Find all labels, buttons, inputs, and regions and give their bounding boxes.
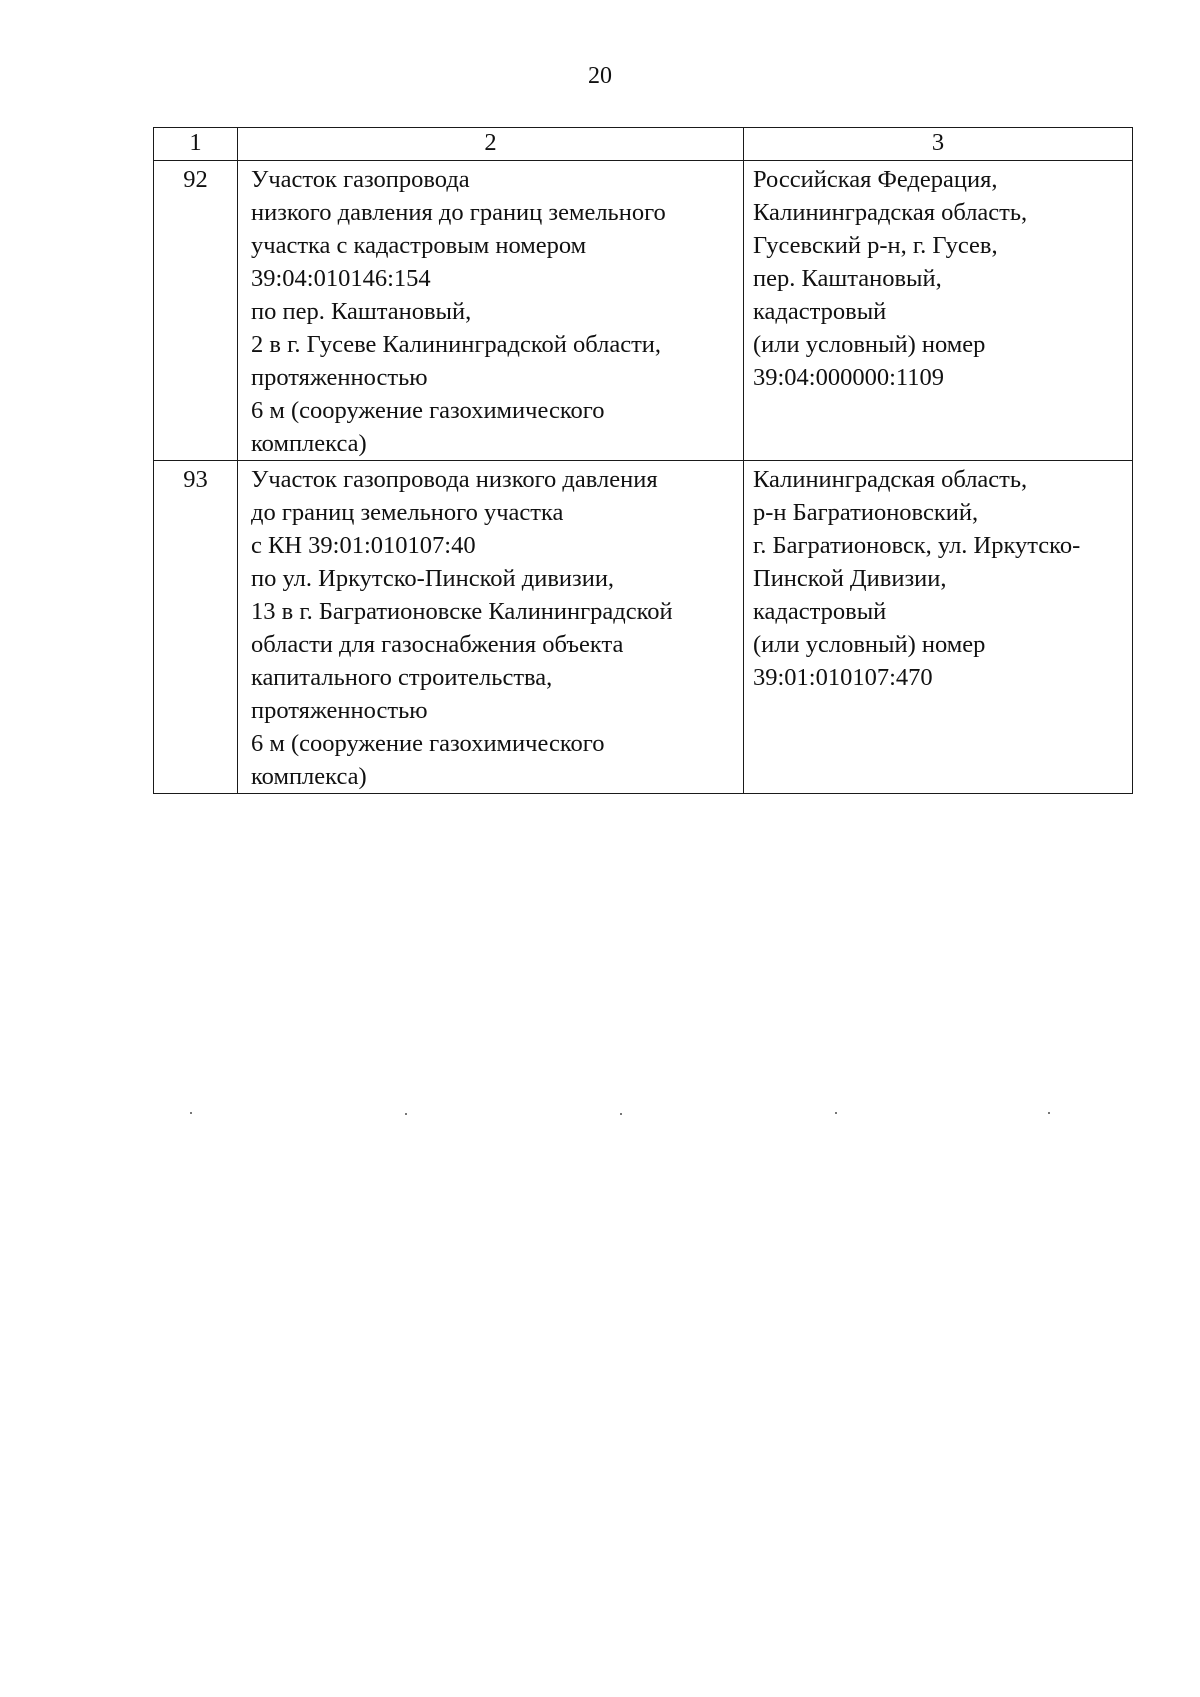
column-header-2: 2 [238,128,744,161]
scan-dot [835,1112,837,1114]
registry-table [153,127,1133,794]
description-line: участка с кадастровым номером [251,232,587,259]
description-line: 2 в г. Гусеве Калининградской области, [251,331,662,358]
page-number: 20 [588,63,612,89]
column-header-3: 3 [744,128,1133,161]
description-line: 39:04:010146:154 [251,265,431,292]
description-line: низкого давления до границ земельного [251,199,666,226]
table-header-row [154,128,1133,161]
description-line: Участок газопровода [251,166,470,193]
location-line: г. Багратионовск, ул. Иркутско- [753,532,1081,559]
scan-dot [190,1112,192,1114]
object-description [238,461,744,794]
location-line: кадастровый [753,298,887,325]
description-line: комплекса) [251,430,367,457]
description-line: протяженностью [251,364,428,391]
description-line: протяженностью [251,697,428,724]
scan-dot [620,1113,622,1115]
location-line: кадастровый [753,598,887,625]
description-line: 6 м (сооружение газохимического [251,730,605,757]
location-line: 39:01:010107:470 [753,664,933,691]
location-line: Пинской Дивизии, [753,565,947,592]
location-line: р-н Багратионовский, [753,499,979,526]
column-header-1: 1 [154,128,238,161]
description-line: по пер. Каштановый, [251,298,472,325]
scan-dot [405,1113,407,1115]
description-line: области для газоснабжения объекта [251,631,624,658]
description-line: по ул. Иркутско-Пинской дивизии, [251,565,615,592]
description-line: 6 м (сооружение газохимического [251,397,605,424]
location-line: Калининградская область, [753,466,1028,493]
description-line: 13 в г. Багратионовске Калининградской [251,598,673,625]
table-row [154,461,1133,794]
description-line: до границ земельного участка [251,499,564,526]
description-line: комплекса) [251,763,367,790]
description-line: Участок газопровода низкого давления [251,466,658,493]
description-line: с КН 39:01:010107:40 [251,532,476,559]
row-number: 93 [154,461,238,794]
object-description [238,161,744,461]
description-line: капитального строительства, [251,664,553,691]
location-line: Российская Федерация, [753,166,998,193]
object-location [744,461,1133,794]
location-line: Калининградская область, [753,199,1028,226]
scan-dot [1048,1112,1050,1114]
row-number: 92 [154,161,238,461]
location-line: (или условный) номер [753,331,986,358]
table-row [154,161,1133,461]
object-location [744,161,1133,461]
location-line: Гусевский р-н, г. Гусев, [753,232,998,259]
location-line: (или условный) номер [753,631,986,658]
location-line: пер. Каштановый, [753,265,942,292]
location-line: 39:04:000000:1109 [753,364,945,391]
scan-artifact-dots [0,1110,1200,1116]
